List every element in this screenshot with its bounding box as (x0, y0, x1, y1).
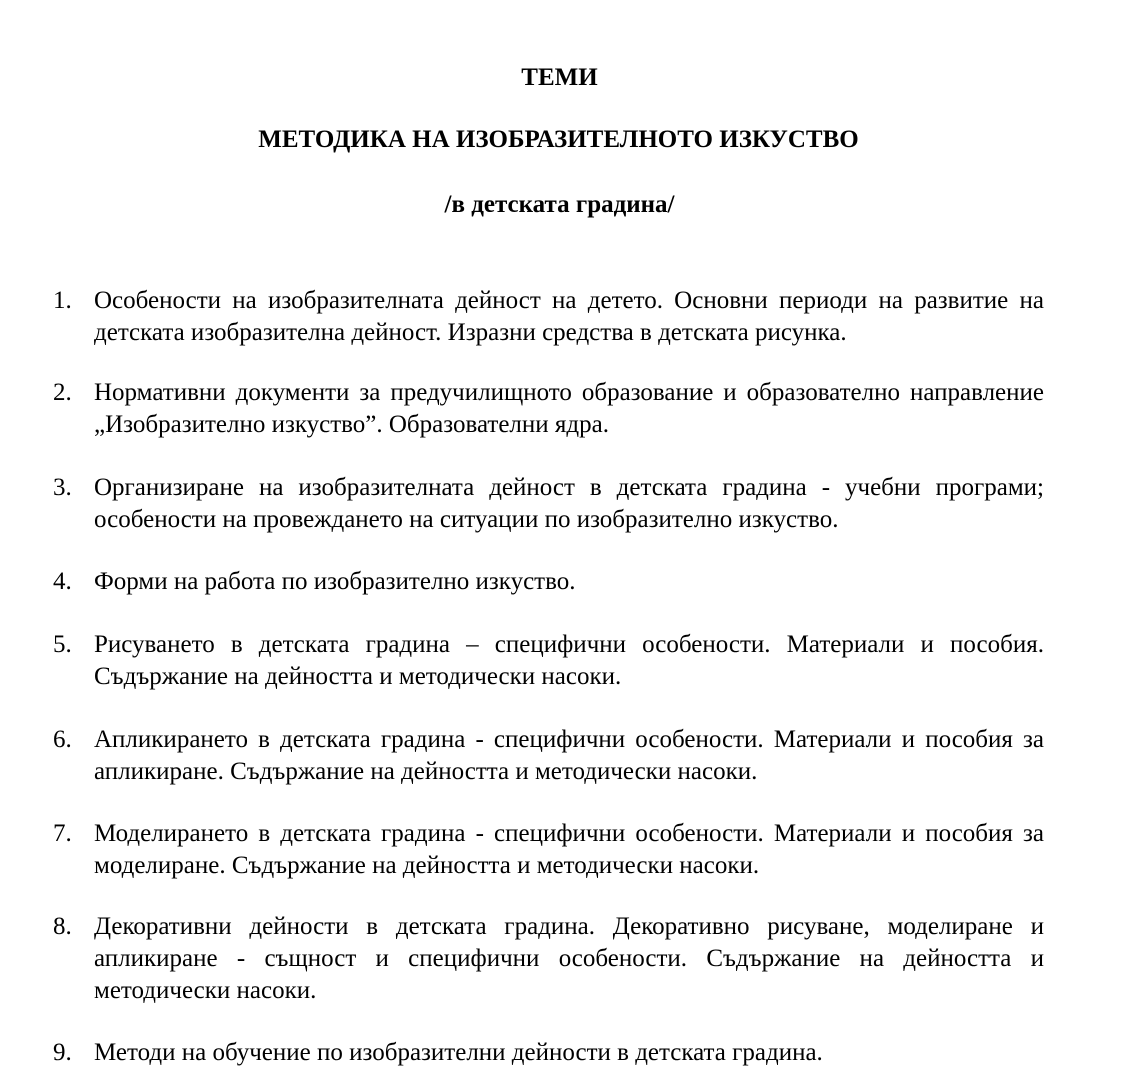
document-scope: /в детската градина/ (444, 191, 675, 218)
list-item-text: Апликирането в детската градина - специфични особености. Материали и пособия за апликиране. Съдържание на дейността и методически насоки. (94, 726, 1044, 785)
list-item-number: 1. (53, 287, 72, 314)
document-title: ТЕМИ (521, 64, 598, 91)
list-item-text: Особености на изобразителната дейност на детето. Основни периоди на развитие на детската изобразителна дейност. Изразни средства в детската рисунка. (94, 287, 1044, 346)
list-item-number: 6. (53, 726, 72, 753)
list-item-text: Методи на обучение по изобразителни дейности в детската градина. (94, 1039, 823, 1066)
list-item-number: 2. (53, 379, 72, 406)
list-item-text: Моделирането в детската градина - специфични особености. Материали и пособия за моделиране. Съдържание на дейността и методически насоки. (94, 820, 1044, 879)
list-item-text: Организиране на изобразителната дейност в детската градина - учебни програми; особености на провеждането на ситуации по изобразително изкуство. (94, 474, 1044, 533)
list-item-number: 7. (53, 820, 72, 847)
list-item-text: Декоративни дейности в детската градина. Декоративно рисуване, моделиране и апликиране - същност и специфични особености. Съдържание на дейността и методически насоки. (94, 913, 1044, 1004)
document-subject: МЕТОДИКА НА ИЗОБРАЗИТЕЛНОТО ИЗКУСТВО (258, 126, 859, 153)
list-item-number: 4. (53, 568, 72, 595)
list-item-text: Форми на работа по изобразително изкуство. (94, 568, 576, 595)
list-item-text: Рисуването в детската градина – специфични особености. Материали и пособия. Съдържание на дейността и методически насоки. (94, 631, 1044, 690)
list-item-number: 9. (53, 1039, 72, 1066)
list-item-text: Нормативни документи за предучилищното образование и образователно направление „Изобразително изкуство”. Образователни ядра. (94, 379, 1044, 438)
list-item-number: 3. (53, 474, 72, 501)
list-item-number: 8. (53, 913, 72, 940)
list-item-number: 5. (53, 631, 72, 658)
